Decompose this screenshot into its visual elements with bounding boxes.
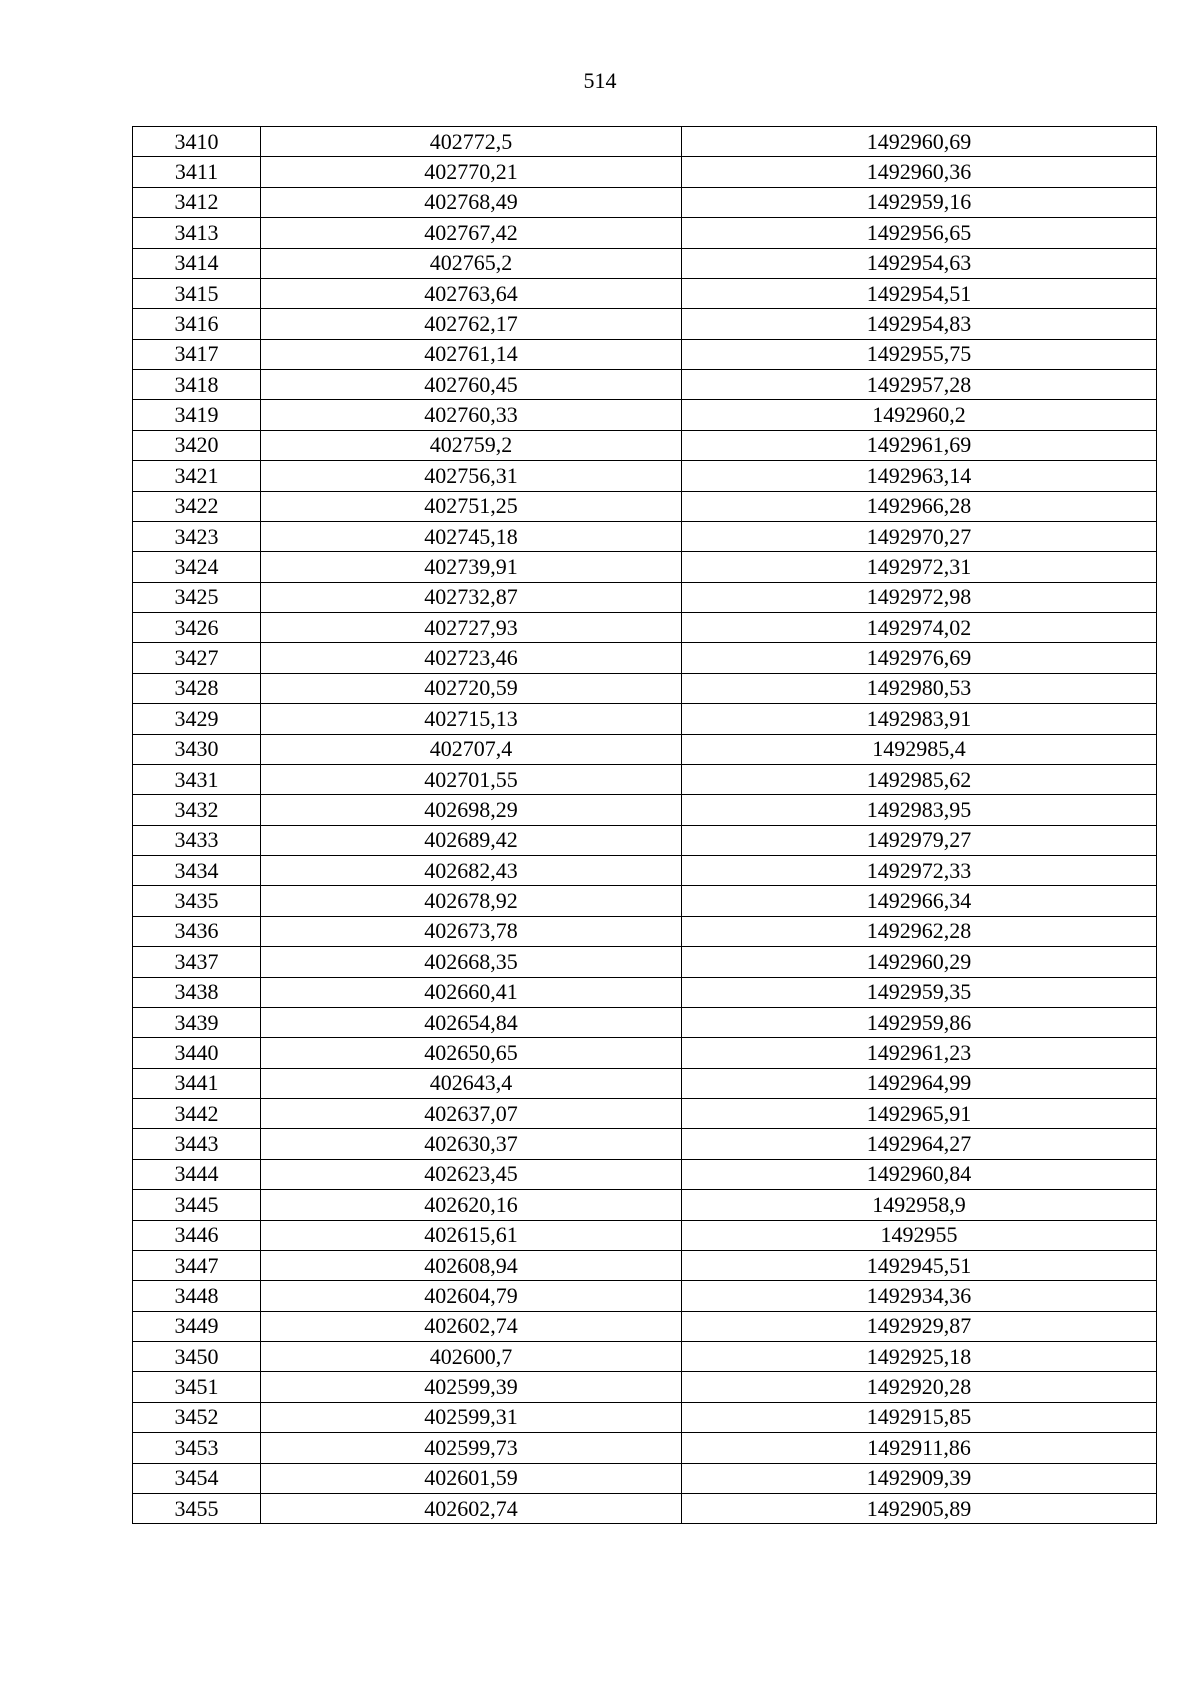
y-coordinate-cell: 1492955,75 bbox=[682, 339, 1157, 369]
table-row bbox=[133, 1159, 1157, 1189]
table-row bbox=[133, 856, 1157, 886]
y-coordinate-cell: 1492945,51 bbox=[682, 1250, 1157, 1280]
y-coordinate-cell: 1492963,14 bbox=[682, 461, 1157, 491]
y-coordinate-cell: 1492915,85 bbox=[682, 1402, 1157, 1432]
y-coordinate-cell: 1492929,87 bbox=[682, 1311, 1157, 1341]
y-coordinate-cell: 1492960,36 bbox=[682, 157, 1157, 187]
point-number-cell: 3439 bbox=[133, 1007, 261, 1037]
x-coordinate-cell: 402701,55 bbox=[261, 764, 682, 794]
x-coordinate-cell: 402604,79 bbox=[261, 1281, 682, 1311]
x-coordinate-cell: 402723,46 bbox=[261, 643, 682, 673]
point-number-cell: 3414 bbox=[133, 248, 261, 278]
y-coordinate-cell: 1492956,65 bbox=[682, 218, 1157, 248]
table-row bbox=[133, 1463, 1157, 1493]
table-row bbox=[133, 1342, 1157, 1372]
x-coordinate-cell: 402765,2 bbox=[261, 248, 682, 278]
point-number-cell: 3438 bbox=[133, 977, 261, 1007]
y-coordinate-cell: 1492954,83 bbox=[682, 309, 1157, 339]
table-row bbox=[133, 1372, 1157, 1402]
x-coordinate-cell: 402623,45 bbox=[261, 1159, 682, 1189]
table-row bbox=[133, 1281, 1157, 1311]
table-row bbox=[133, 582, 1157, 612]
x-coordinate-cell: 402637,07 bbox=[261, 1099, 682, 1129]
point-number-cell: 3451 bbox=[133, 1372, 261, 1402]
table-row bbox=[133, 157, 1157, 187]
table-row bbox=[133, 1250, 1157, 1280]
point-number-cell: 3422 bbox=[133, 491, 261, 521]
y-coordinate-cell: 1492961,23 bbox=[682, 1038, 1157, 1068]
table-row bbox=[133, 552, 1157, 582]
table-row bbox=[133, 187, 1157, 217]
table-row bbox=[133, 461, 1157, 491]
table-row bbox=[133, 1433, 1157, 1463]
table-row bbox=[133, 491, 1157, 521]
y-coordinate-cell: 1492962,28 bbox=[682, 916, 1157, 946]
y-coordinate-cell: 1492954,51 bbox=[682, 278, 1157, 308]
y-coordinate-cell: 1492958,9 bbox=[682, 1190, 1157, 1220]
table-row bbox=[133, 248, 1157, 278]
y-coordinate-cell: 1492960,2 bbox=[682, 400, 1157, 430]
table-row bbox=[133, 1493, 1157, 1523]
point-number-cell: 3425 bbox=[133, 582, 261, 612]
x-coordinate-cell: 402772,5 bbox=[261, 127, 682, 157]
point-number-cell: 3441 bbox=[133, 1068, 261, 1098]
y-coordinate-cell: 1492983,91 bbox=[682, 704, 1157, 734]
x-coordinate-cell: 402707,4 bbox=[261, 734, 682, 764]
x-coordinate-cell: 402761,14 bbox=[261, 339, 682, 369]
point-number-cell: 3455 bbox=[133, 1493, 261, 1523]
y-coordinate-cell: 1492972,31 bbox=[682, 552, 1157, 582]
point-number-cell: 3427 bbox=[133, 643, 261, 673]
y-coordinate-cell: 1492960,84 bbox=[682, 1159, 1157, 1189]
x-coordinate-cell: 402599,73 bbox=[261, 1433, 682, 1463]
point-number-cell: 3428 bbox=[133, 673, 261, 703]
point-number-cell: 3444 bbox=[133, 1159, 261, 1189]
y-coordinate-cell: 1492960,69 bbox=[682, 127, 1157, 157]
point-number-cell: 3454 bbox=[133, 1463, 261, 1493]
x-coordinate-cell: 402763,64 bbox=[261, 278, 682, 308]
x-coordinate-cell: 402698,29 bbox=[261, 795, 682, 825]
table-row bbox=[133, 643, 1157, 673]
x-coordinate-cell: 402608,94 bbox=[261, 1250, 682, 1280]
y-coordinate-cell: 1492954,63 bbox=[682, 248, 1157, 278]
point-number-cell: 3449 bbox=[133, 1311, 261, 1341]
point-number-cell: 3452 bbox=[133, 1402, 261, 1432]
point-number-cell: 3413 bbox=[133, 218, 261, 248]
table-row bbox=[133, 430, 1157, 460]
point-number-cell: 3416 bbox=[133, 309, 261, 339]
x-coordinate-cell: 402745,18 bbox=[261, 521, 682, 551]
table-row bbox=[133, 1190, 1157, 1220]
x-coordinate-cell: 402759,2 bbox=[261, 430, 682, 460]
point-number-cell: 3437 bbox=[133, 947, 261, 977]
x-coordinate-cell: 402727,93 bbox=[261, 613, 682, 643]
x-coordinate-cell: 402715,13 bbox=[261, 704, 682, 734]
table-row bbox=[133, 309, 1157, 339]
point-number-cell: 3450 bbox=[133, 1342, 261, 1372]
y-coordinate-cell: 1492955 bbox=[682, 1220, 1157, 1250]
x-coordinate-cell: 402760,45 bbox=[261, 370, 682, 400]
point-number-cell: 3445 bbox=[133, 1190, 261, 1220]
x-coordinate-cell: 402630,37 bbox=[261, 1129, 682, 1159]
table-row bbox=[133, 521, 1157, 551]
table-row bbox=[133, 1007, 1157, 1037]
table-row bbox=[133, 734, 1157, 764]
y-coordinate-cell: 1492909,39 bbox=[682, 1463, 1157, 1493]
x-coordinate-cell: 402751,25 bbox=[261, 491, 682, 521]
x-coordinate-cell: 402689,42 bbox=[261, 825, 682, 855]
y-coordinate-cell: 1492934,36 bbox=[682, 1281, 1157, 1311]
x-coordinate-cell: 402739,91 bbox=[261, 552, 682, 582]
x-coordinate-cell: 402732,87 bbox=[261, 582, 682, 612]
x-coordinate-cell: 402599,39 bbox=[261, 1372, 682, 1402]
point-number-cell: 3426 bbox=[133, 613, 261, 643]
table-row bbox=[133, 825, 1157, 855]
x-coordinate-cell: 402599,31 bbox=[261, 1402, 682, 1432]
y-coordinate-cell: 1492985,62 bbox=[682, 764, 1157, 794]
x-coordinate-cell: 402600,7 bbox=[261, 1342, 682, 1372]
y-coordinate-cell: 1492980,53 bbox=[682, 673, 1157, 703]
point-number-cell: 3410 bbox=[133, 127, 261, 157]
table-row bbox=[133, 704, 1157, 734]
table-row bbox=[133, 278, 1157, 308]
y-coordinate-cell: 1492964,99 bbox=[682, 1068, 1157, 1098]
point-number-cell: 3424 bbox=[133, 552, 261, 582]
point-number-cell: 3442 bbox=[133, 1099, 261, 1129]
x-coordinate-cell: 402650,65 bbox=[261, 1038, 682, 1068]
x-coordinate-cell: 402620,16 bbox=[261, 1190, 682, 1220]
x-coordinate-cell: 402615,61 bbox=[261, 1220, 682, 1250]
table-row bbox=[133, 613, 1157, 643]
table-row bbox=[133, 1220, 1157, 1250]
table-row bbox=[133, 916, 1157, 946]
point-number-cell: 3434 bbox=[133, 856, 261, 886]
coordinates-table bbox=[132, 126, 1157, 1524]
y-coordinate-cell: 1492983,95 bbox=[682, 795, 1157, 825]
x-coordinate-cell: 402682,43 bbox=[261, 856, 682, 886]
table-row bbox=[133, 1099, 1157, 1129]
point-number-cell: 3417 bbox=[133, 339, 261, 369]
x-coordinate-cell: 402660,41 bbox=[261, 977, 682, 1007]
table-row bbox=[133, 886, 1157, 916]
y-coordinate-cell: 1492972,33 bbox=[682, 856, 1157, 886]
point-number-cell: 3436 bbox=[133, 916, 261, 946]
table-row bbox=[133, 370, 1157, 400]
point-number-cell: 3415 bbox=[133, 278, 261, 308]
point-number-cell: 3423 bbox=[133, 521, 261, 551]
y-coordinate-cell: 1492979,27 bbox=[682, 825, 1157, 855]
point-number-cell: 3440 bbox=[133, 1038, 261, 1068]
x-coordinate-cell: 402678,92 bbox=[261, 886, 682, 916]
point-number-cell: 3448 bbox=[133, 1281, 261, 1311]
point-number-cell: 3430 bbox=[133, 734, 261, 764]
point-number-cell: 3420 bbox=[133, 430, 261, 460]
point-number-cell: 3433 bbox=[133, 825, 261, 855]
x-coordinate-cell: 402643,4 bbox=[261, 1068, 682, 1098]
point-number-cell: 3431 bbox=[133, 764, 261, 794]
table-row bbox=[133, 764, 1157, 794]
y-coordinate-cell: 1492966,34 bbox=[682, 886, 1157, 916]
point-number-cell: 3447 bbox=[133, 1250, 261, 1280]
table-row bbox=[133, 339, 1157, 369]
point-number-cell: 3421 bbox=[133, 461, 261, 491]
y-coordinate-cell: 1492966,28 bbox=[682, 491, 1157, 521]
table-row bbox=[133, 1129, 1157, 1159]
point-number-cell: 3419 bbox=[133, 400, 261, 430]
x-coordinate-cell: 402762,17 bbox=[261, 309, 682, 339]
table-row bbox=[133, 1068, 1157, 1098]
x-coordinate-cell: 402673,78 bbox=[261, 916, 682, 946]
x-coordinate-cell: 402601,59 bbox=[261, 1463, 682, 1493]
x-coordinate-cell: 402768,49 bbox=[261, 187, 682, 217]
y-coordinate-cell: 1492959,16 bbox=[682, 187, 1157, 217]
y-coordinate-cell: 1492965,91 bbox=[682, 1099, 1157, 1129]
y-coordinate-cell: 1492970,27 bbox=[682, 521, 1157, 551]
y-coordinate-cell: 1492972,98 bbox=[682, 582, 1157, 612]
point-number-cell: 3418 bbox=[133, 370, 261, 400]
y-coordinate-cell: 1492961,69 bbox=[682, 430, 1157, 460]
table-row bbox=[133, 1038, 1157, 1068]
table-row bbox=[133, 127, 1157, 157]
page-number: 514 bbox=[583, 68, 617, 93]
table-row bbox=[133, 977, 1157, 1007]
point-number-cell: 3435 bbox=[133, 886, 261, 916]
x-coordinate-cell: 402756,31 bbox=[261, 461, 682, 491]
table-row bbox=[133, 795, 1157, 825]
point-number-cell: 3453 bbox=[133, 1433, 261, 1463]
x-coordinate-cell: 402654,84 bbox=[261, 1007, 682, 1037]
x-coordinate-cell: 402602,74 bbox=[261, 1493, 682, 1523]
table-row bbox=[133, 218, 1157, 248]
point-number-cell: 3411 bbox=[133, 157, 261, 187]
y-coordinate-cell: 1492957,28 bbox=[682, 370, 1157, 400]
y-coordinate-cell: 1492925,18 bbox=[682, 1342, 1157, 1372]
y-coordinate-cell: 1492920,28 bbox=[682, 1372, 1157, 1402]
x-coordinate-cell: 402668,35 bbox=[261, 947, 682, 977]
y-coordinate-cell: 1492960,29 bbox=[682, 947, 1157, 977]
y-coordinate-cell: 1492974,02 bbox=[682, 613, 1157, 643]
y-coordinate-cell: 1492905,89 bbox=[682, 1493, 1157, 1523]
table-row bbox=[133, 947, 1157, 977]
x-coordinate-cell: 402720,59 bbox=[261, 673, 682, 703]
table-row bbox=[133, 673, 1157, 703]
table-row bbox=[133, 400, 1157, 430]
x-coordinate-cell: 402770,21 bbox=[261, 157, 682, 187]
point-number-cell: 3443 bbox=[133, 1129, 261, 1159]
point-number-cell: 3432 bbox=[133, 795, 261, 825]
table-row bbox=[133, 1311, 1157, 1341]
y-coordinate-cell: 1492964,27 bbox=[682, 1129, 1157, 1159]
table-row bbox=[133, 1402, 1157, 1432]
point-number-cell: 3429 bbox=[133, 704, 261, 734]
y-coordinate-cell: 1492976,69 bbox=[682, 643, 1157, 673]
y-coordinate-cell: 1492959,86 bbox=[682, 1007, 1157, 1037]
y-coordinate-cell: 1492911,86 bbox=[682, 1433, 1157, 1463]
x-coordinate-cell: 402602,74 bbox=[261, 1311, 682, 1341]
y-coordinate-cell: 1492959,35 bbox=[682, 977, 1157, 1007]
point-number-cell: 3446 bbox=[133, 1220, 261, 1250]
y-coordinate-cell: 1492985,4 bbox=[682, 734, 1157, 764]
coordinates-table-body bbox=[133, 127, 1157, 1524]
point-number-cell: 3412 bbox=[133, 187, 261, 217]
x-coordinate-cell: 402767,42 bbox=[261, 218, 682, 248]
x-coordinate-cell: 402760,33 bbox=[261, 400, 682, 430]
